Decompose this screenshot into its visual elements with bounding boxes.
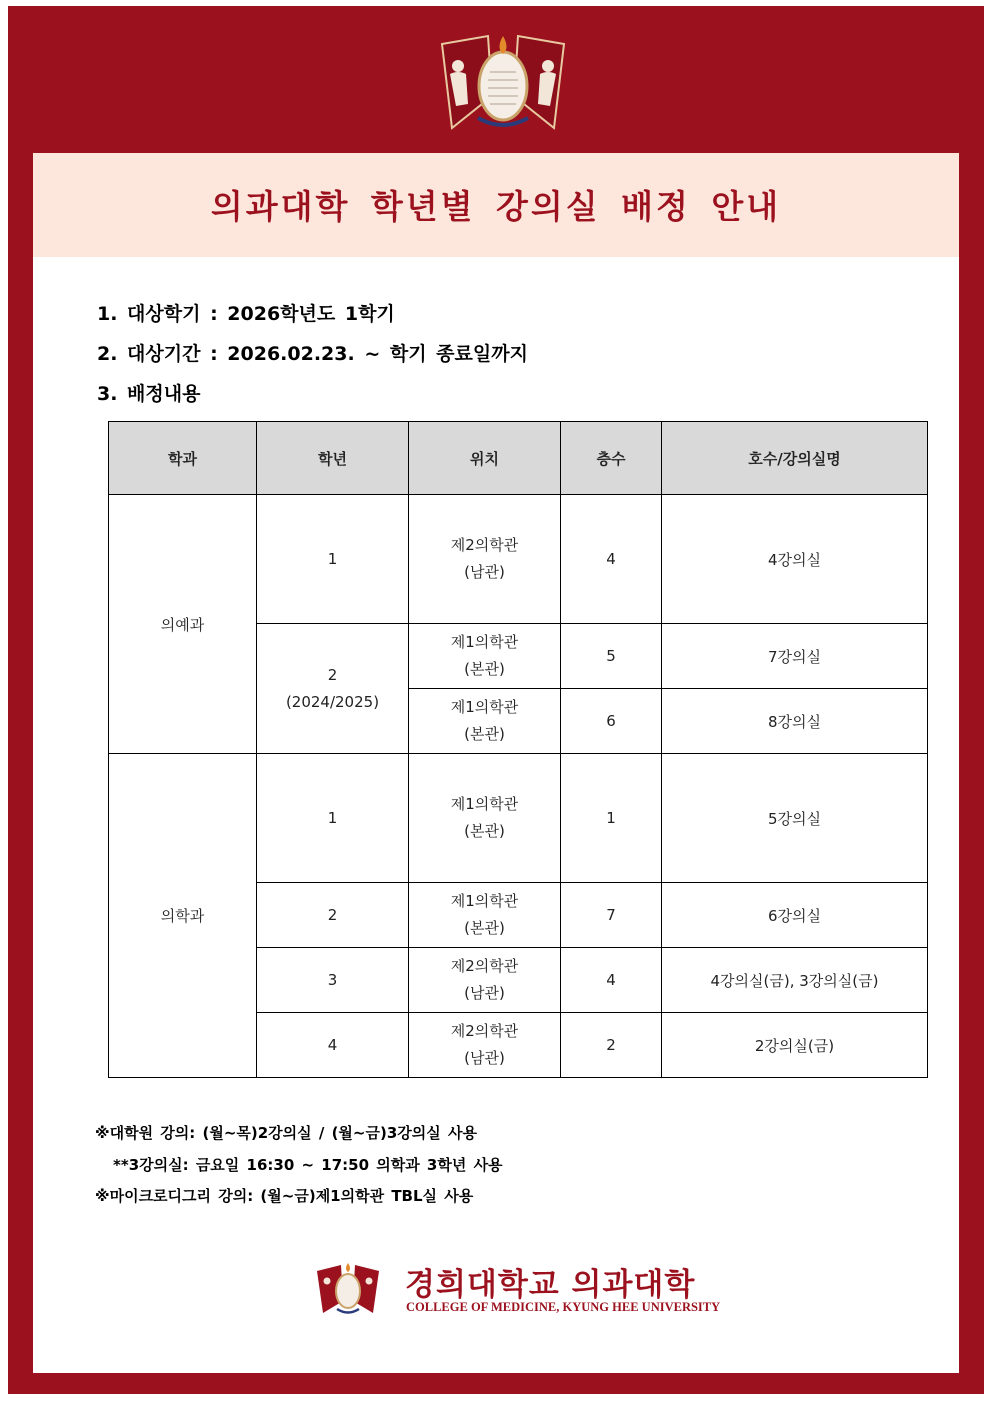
header-department: 학과 <box>109 422 257 495</box>
table-row <box>109 754 928 883</box>
room-cell: 2강의실(금) <box>662 1013 928 1078</box>
floor-cell: 6 <box>561 689 662 754</box>
department-cell: 의학과 <box>109 754 257 1078</box>
floor-cell: 4 <box>561 948 662 1013</box>
grade-cell: 2 <box>257 883 409 948</box>
table-header-row <box>109 422 928 495</box>
note-graduate-lecture: ※대학원 강의: (월~목)2강의실 / (월~금)3강의실 사용 <box>95 1124 477 1142</box>
footer-college-name: 경희대학교 의과대학 <box>405 1267 696 1303</box>
room-cell: 7강의실 <box>662 624 928 689</box>
university-emblem-icon <box>428 32 578 136</box>
room-cell: 6강의실 <box>662 883 928 948</box>
floor-cell: 2 <box>561 1013 662 1078</box>
grade-cell: 4 <box>257 1013 409 1078</box>
header-floor: 층수 <box>561 422 662 495</box>
header-location: 위치 <box>409 422 561 495</box>
title-band <box>33 153 959 257</box>
header-room: 호수/강의실명 <box>662 422 928 495</box>
floor-cell: 5 <box>561 624 662 689</box>
location-cell: 제2의학관 (남관) <box>409 948 561 1013</box>
location-cell: 제1의학관 (본관) <box>409 624 561 689</box>
grade-cell: 3 <box>257 948 409 1013</box>
room-cell: 5강의실 <box>662 754 928 883</box>
table-row <box>109 495 928 624</box>
content-sheet <box>33 153 959 1373</box>
grade-cell: 1 <box>257 495 409 624</box>
floor-cell: 4 <box>561 495 662 624</box>
note-microdegree: ※마이크로디그리 강의: (월~금)제1의학관 TBL실 사용 <box>95 1187 474 1205</box>
info-assignment: 3. 배정내용 <box>97 383 201 405</box>
location-cell: 제1의학관 (본관) <box>409 689 561 754</box>
location-cell: 제2의학관 (남관) <box>409 495 561 624</box>
location-cell: 제1의학관 (본관) <box>409 883 561 948</box>
header-grade: 학년 <box>257 422 409 495</box>
grade-cell: 2 (2024/2025) <box>257 624 409 754</box>
page-title: 의과대학 학년별 강의실 배정 안내 <box>210 187 782 226</box>
room-cell: 8강의실 <box>662 689 928 754</box>
assignment-table <box>108 421 928 1078</box>
location-cell: 제1의학관 (본관) <box>409 754 561 883</box>
info-semester: 1. 대상학기 : 2026학년도 1학기 <box>97 303 395 325</box>
location-cell: 제2의학관 (남관) <box>409 1013 561 1078</box>
grade-cell: 1 <box>257 754 409 883</box>
room-cell: 4강의실 <box>662 495 928 624</box>
info-period: 2. 대상기간 : 2026.02.23. ~ 학기 종료일까지 <box>97 343 528 365</box>
note-room3-usage: **3강의실: 금요일 16:30 ~ 17:50 의학과 3학년 사용 <box>113 1156 503 1174</box>
floor-cell: 1 <box>561 754 662 883</box>
department-cell: 의예과 <box>109 495 257 754</box>
footer-college-name-en: COLLEGE OF MEDICINE, KYUNG HEE UNIVERSITY <box>406 1300 721 1314</box>
floor-cell: 7 <box>561 883 662 948</box>
room-cell: 4강의실(금), 3강의실(금) <box>662 948 928 1013</box>
college-seal-icon <box>313 1261 383 1317</box>
